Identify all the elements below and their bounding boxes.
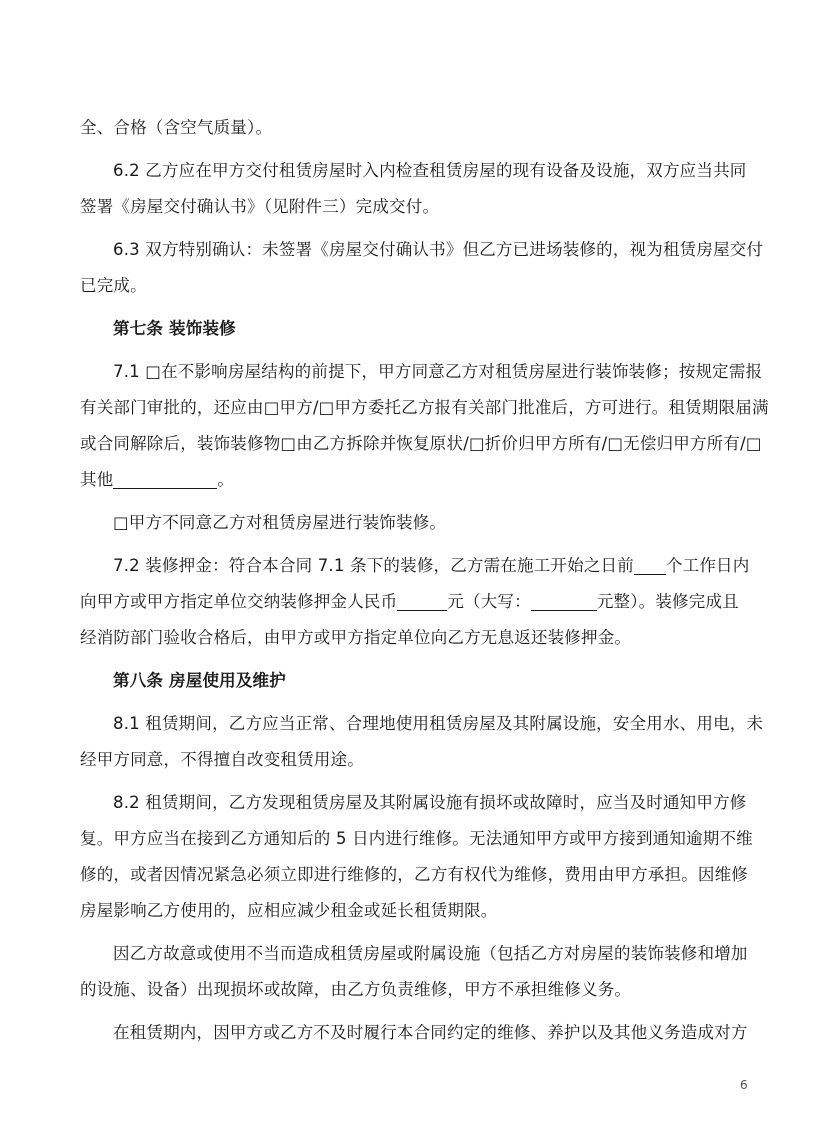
blank-other-field [113, 468, 217, 489]
paragraph-line: 的设施、设备）出现损坏或故障，由乙方负责维修，甲方不承担维修义务。 [80, 980, 632, 999]
page-number: 6 [740, 1078, 748, 1092]
clause-8-1-line-1: 8.1 租赁期间，乙方应当正常、合理地使用租赁房屋及其附属设施，安全用水、用电，未 [113, 714, 764, 733]
blank-deposit-words-field [531, 590, 597, 611]
clause-7-1-line-2: 有关部门审批的，还应由□甲方/□甲方委托乙方报有关部门批准后，方可进行。租赁期限届满 [80, 398, 769, 417]
clause-6-3-line-2: 已完成。 [80, 276, 147, 295]
clause-7-1-line-1: 7.1 □在不影响房屋结构的前提下，甲方同意乙方对租赁房屋进行装饰装修；按规定需报 [113, 362, 763, 381]
clause-6-2-line-2: 签署《房屋交付确认书》（见附件三）完成交付。 [80, 197, 440, 216]
clause-7-1-line-4 [80, 462, 750, 498]
text-segment: 个工作日内 [665, 556, 750, 575]
text-other: 其他 [80, 470, 114, 489]
clause-7-2-line-1 [80, 548, 750, 584]
clause-8-2-line-3: 修的，或者因情况紧急必须立即进行维修的，乙方有权代为维修，费用由甲方承担。因维修 [80, 865, 748, 884]
paragraph-line: 在租赁期内，因甲方或乙方不及时履行本合同约定的维修、养护以及其他义务造成对方 [113, 1023, 748, 1042]
clause-6-3-line-1: 6.3 双方特别确认：未签署《房屋交付确认书》但乙方已进场装修的，视为租赁房屋交付 [113, 240, 764, 259]
text-segment: 元（大写： [447, 592, 531, 611]
clause-8-2-line-2: 复。甲方应当在接到乙方通知后的 5 日内进行维修。无法通知甲方或甲方接到通知逾期不维 [80, 829, 753, 848]
clause-8-1-line-2: 经甲方同意，不得擅自改变租赁用途。 [80, 750, 364, 769]
blank-deposit-amount-field [397, 590, 447, 611]
text-period: 。 [217, 470, 235, 489]
text-segment: 7.2 装修押金：符合本合同 7.1 条下的装修，乙方需在施工开始之日前 [113, 556, 634, 575]
clause-7-1-alt: □甲方不同意乙方对租赁房屋进行装饰装修。 [113, 513, 447, 532]
text-segment: 向甲方或甲方指定单位交纳装修押金人民币 [80, 592, 398, 611]
blank-workdays-field [634, 554, 666, 575]
article-8-heading: 第八条 房屋使用及维护 [113, 671, 286, 690]
clause-6-2-line-1: 6.2 乙方应在甲方交付租赁房屋时入内检查租赁房屋的现有设备及设施，双方应当共同 [113, 161, 747, 180]
clause-7-2-line-3: 经消防部门验收合格后，由甲方或甲方指定单位向乙方无息返还装修押金。 [80, 628, 632, 647]
clause-8-2-line-4: 房屋影响乙方使用的，应相应减少租金或延长租赁期限。 [80, 901, 498, 920]
paragraph-line: 因乙方故意或使用不当而造成租赁房屋或附属设施（包括乙方对房屋的装饰装修和增加 [113, 944, 748, 963]
clause-8-2-line-1: 8.2 租赁期间，乙方发现租赁房屋及其附属设施有损坏或故障时，应当及时通知甲方修 [113, 793, 747, 812]
text-line: 全、合格（含空气质量）。 [80, 118, 273, 137]
article-7-heading: 第七条 装饰装修 [113, 319, 236, 338]
clause-7-2-line-2 [80, 584, 750, 620]
text-segment: 元整）。装修完成且 [596, 592, 739, 611]
page-content [80, 110, 769, 1051]
clause-7-1-line-3: 或合同解除后，装饰装修物□由乙方拆除并恢复原状/□折价归甲方所有/□无偿归甲方所有/□ [80, 434, 762, 453]
